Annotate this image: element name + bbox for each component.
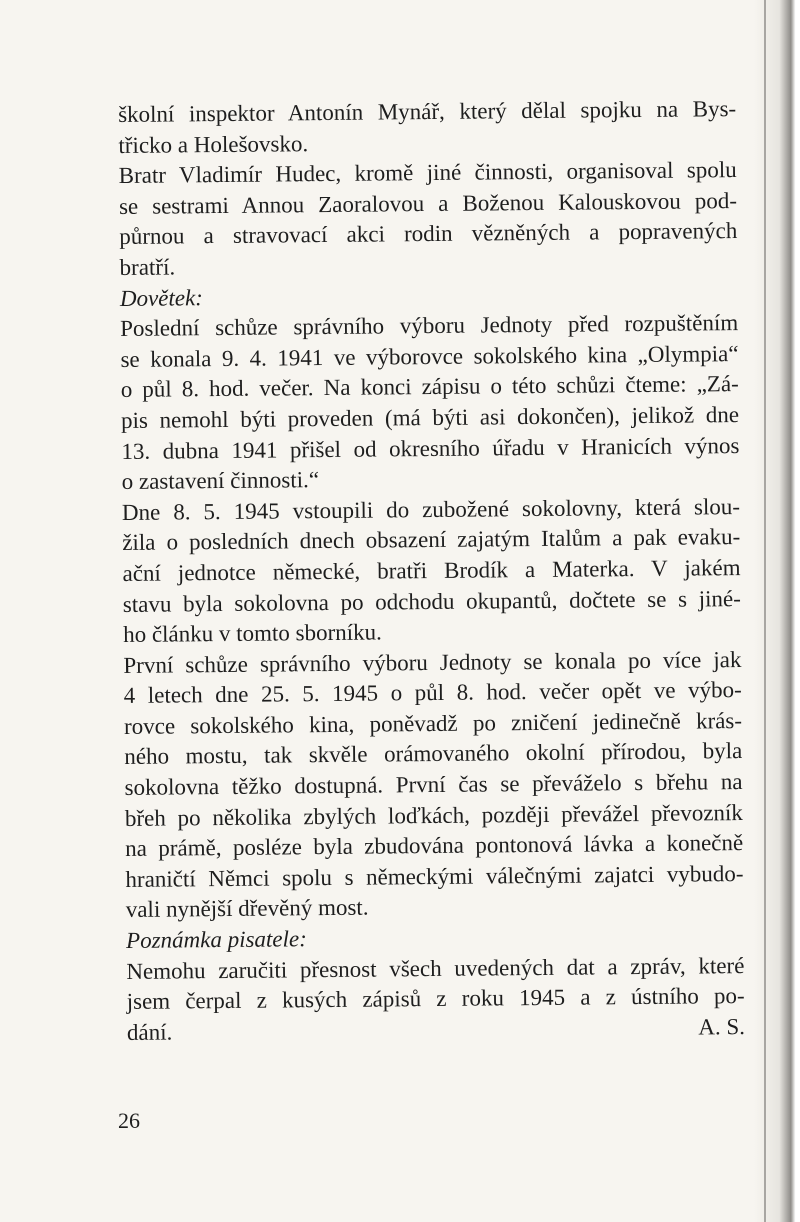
text-line: hraničtí Němci spolu s německými válečnými zajatci vybudo- [125, 860, 744, 892]
text-line: žila o posledních dnech obsazení zajatým Italům a pak evaku- [122, 524, 741, 556]
text-line: ho článku v tomto sborníku. [123, 619, 382, 648]
text-line: třicko a Holešovsko. [118, 130, 309, 158]
page-edge-line [764, 0, 766, 1222]
text-line: Dne 8. 5. 1945 vstoupili do zubožené sokolovny, která slou- [121, 493, 741, 525]
text-line: na prámě, posléze byla zbudována pontonová lávka a konečně [125, 830, 744, 862]
page-edge-shadow [754, 0, 800, 1222]
text-line: Bratr Vladimír Hudec, kromě jiné činnosti, organisoval spolu [118, 157, 737, 189]
text-line: školní inspektor Antonín Mynář, který dělal spojku na Bys- [118, 96, 737, 127]
text-line: ného mostu, tak skvěle orámovaného okolní přírodou, byla [124, 738, 743, 770]
text-line: stavu byla sokolovna po odchodu okupantů, dočtete se s jiné- [122, 585, 741, 617]
page-number: 26 [118, 1108, 140, 1133]
text-line: pis nemohl býti proveden (má býti asi dokončen), jelikož dne [120, 401, 740, 433]
body-text [118, 94, 745, 1048]
final-line-text: dání. [126, 1019, 173, 1045]
text-line: vali nynější dřevěný most. [125, 895, 369, 923]
text-line: První schůze správního výboru Jednoty se konala po více jak [123, 646, 742, 678]
text-line: o půl 8. hod. večer. Na konci zápisu o této schůzi čteme: „Zá- [120, 371, 739, 403]
section-heading-dovetek: Dovětek: [119, 284, 204, 311]
author-signature: A. S. [698, 1013, 746, 1040]
text-line: o zastavení činnosti.“ [121, 467, 320, 495]
text-line: břeh po několika zbylých loďkách, později převážel převozník [124, 799, 743, 831]
section-heading-poznamka: Poznámka pisatele: [125, 926, 307, 953]
text-line: rovce sokolského kina, poněvadž po zničení jedinečně krás- [123, 707, 743, 739]
text-line: Nemohu zaručiti přesnost všech uvedených dat a zpráv, které [126, 952, 745, 984]
text-line: sokolovna těžko dostupná. První čas se převáželo s břehu na [124, 769, 743, 801]
text-line: ační jednotce německé, bratři Brodík a Materka. V jakém [122, 554, 741, 586]
text-line: půrnou a stravovací akci rodin vězněných a popravených [119, 218, 738, 250]
text-line: 13. dubna 1941 přišel od okresního úřadu v Hranicích výnos [121, 432, 740, 464]
text-line: Poslední schůze správního výboru Jednoty před rozpuštěním [120, 310, 739, 342]
text-line: bratří. [119, 254, 176, 280]
text-line: se sestrami Annou Zaoralovou a Boženou Kalouskovou pod- [118, 187, 738, 219]
text-line: 4 letech dne 25. 5. 1945 o půl 8. hod. večer opět ve výbo- [123, 677, 742, 709]
final-line [127, 1012, 745, 1049]
text-line: se konala 9. 4. 1941 ve výborovce sokolského kina „Olympia“ [120, 340, 739, 372]
text-line: jsem čerpal z kusých zápisů z roku 1945 a z ústního po- [126, 983, 745, 1015]
